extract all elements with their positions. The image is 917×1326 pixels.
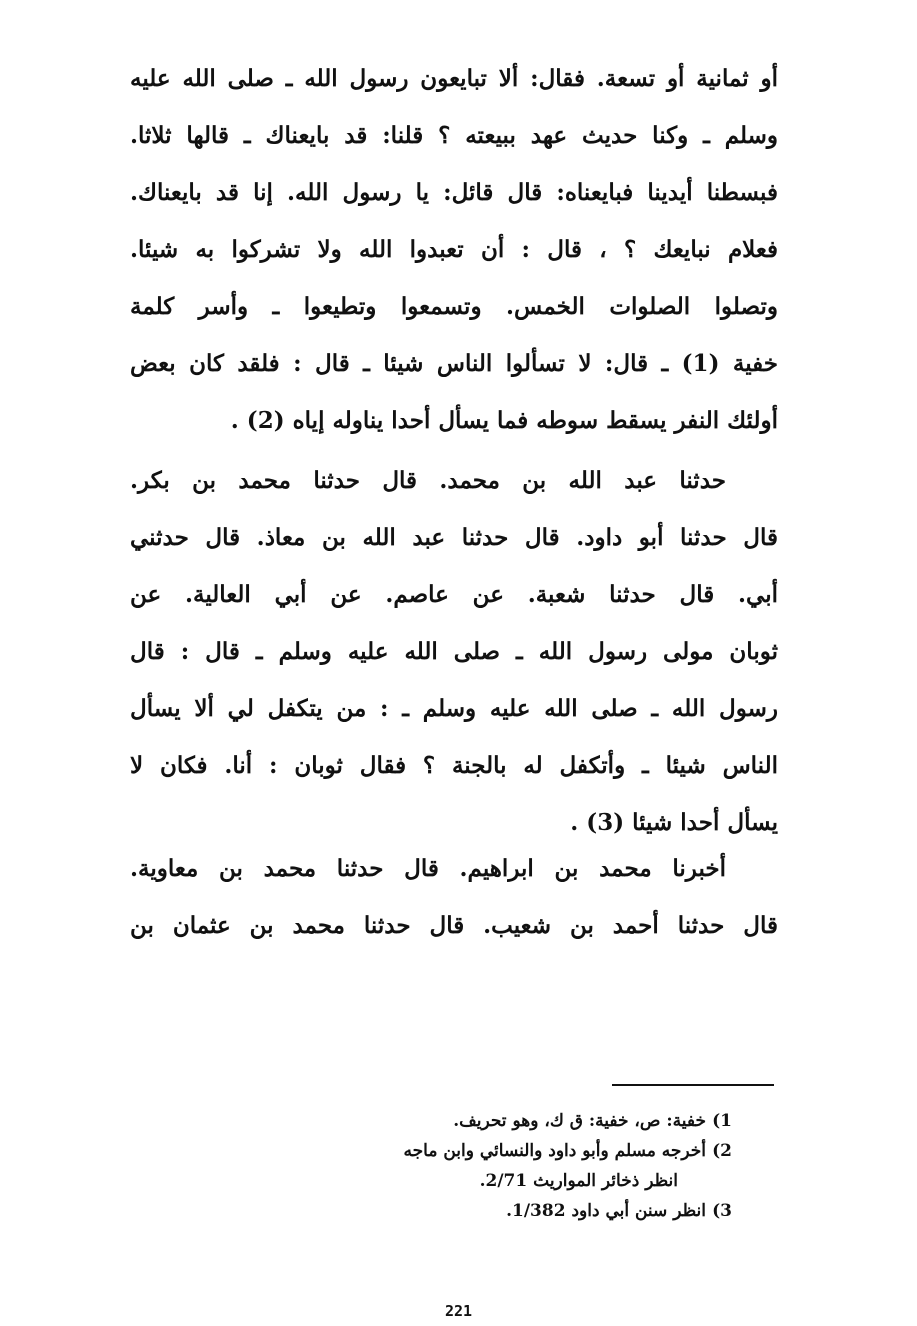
paragraph-3: [130, 840, 778, 954]
text-line: يسأل أحدا شيئا (3) .: [570, 809, 778, 836]
footnote-number: 1): [712, 1111, 732, 1131]
footnotes: [300, 1106, 732, 1226]
footnote-text: أخرجه مسلم وأبو داود والنسائي وابن ماجه: [403, 1141, 706, 1161]
text-line: حدثنا عبد الله بن محمد. قال حدثنا محمد بن بكر.: [130, 467, 726, 494]
footnote-2-continuation: [300, 1166, 732, 1196]
footnote-divider: [612, 1084, 774, 1086]
text-line: وسلم ـ وكنا حديث عهد ببيعته ؟ قلنا: قد بايعناك ـ قالها ثلاثا.: [130, 122, 778, 149]
text-line: ثوبان مولى رسول الله ـ صلى الله عليه وسلم ـ قال : قال: [130, 638, 778, 665]
footnote-number: 2): [712, 1141, 732, 1161]
text-line: خفية (1) ـ قال: لا تسألوا الناس شيئا ـ قال : فلقد كان بعض: [130, 350, 778, 377]
footnote-text: انظر سنن أبي داود 1/382.: [506, 1201, 706, 1221]
text-line: فبسطنا أيدينا فبايعناه: قال قائل: يا رسول الله. إنا قد بايعناك.: [130, 179, 778, 206]
footnote-number: 3): [712, 1201, 732, 1221]
footnote-3: [300, 1196, 732, 1226]
text-line: أولئك النفر يسقط سوطه فما يسأل أحدا يناوله إياه (2) .: [230, 407, 778, 434]
paragraph-1: [130, 50, 778, 449]
text-line: أبي. قال حدثنا شعبة. عن عاصم. عن أبي العالية. عن: [130, 581, 778, 608]
paragraph-2: [130, 452, 778, 851]
footnote-text: خفية: ص، خفية: ق ك، وهو تحريف.: [453, 1111, 706, 1131]
text-line: قال حدثنا أبو داود. قال حدثنا عبد الله بن معاذ. قال حدثني: [130, 524, 778, 551]
text-line: قال حدثنا أحمد بن شعيب. قال حدثنا محمد بن عثمان بن: [130, 912, 778, 939]
page-number: 221: [444, 1302, 473, 1320]
text-line: الناس شيئا ـ وأتكفل له بالجنة ؟ فقال ثوبان : أنا. فكان لا: [130, 752, 778, 779]
text-line: رسول الله ـ صلى الله عليه وسلم ـ : من يتكفل لي ألا يسأل: [130, 695, 778, 722]
footnote-1: [300, 1106, 732, 1136]
text-line: وتصلوا الصلوات الخمس. وتسمعوا وتطيعوا ـ وأسر كلمة: [130, 293, 778, 320]
footnote-2: [300, 1136, 732, 1166]
text-line: أخبرنا محمد بن ابراهيم. قال حدثنا محمد بن معاوية.: [130, 855, 726, 882]
text-line: فعلام نبايعك ؟ ، قال : أن تعبدوا الله ولا تشركوا به شيئا.: [130, 236, 778, 263]
footnote-text: انظر ذخائر المواريث 2/71.: [479, 1171, 678, 1191]
text-line: أو ثمانية أو تسعة. فقال: ألا تبايعون رسول الله ـ صلى الله عليه: [130, 65, 778, 92]
